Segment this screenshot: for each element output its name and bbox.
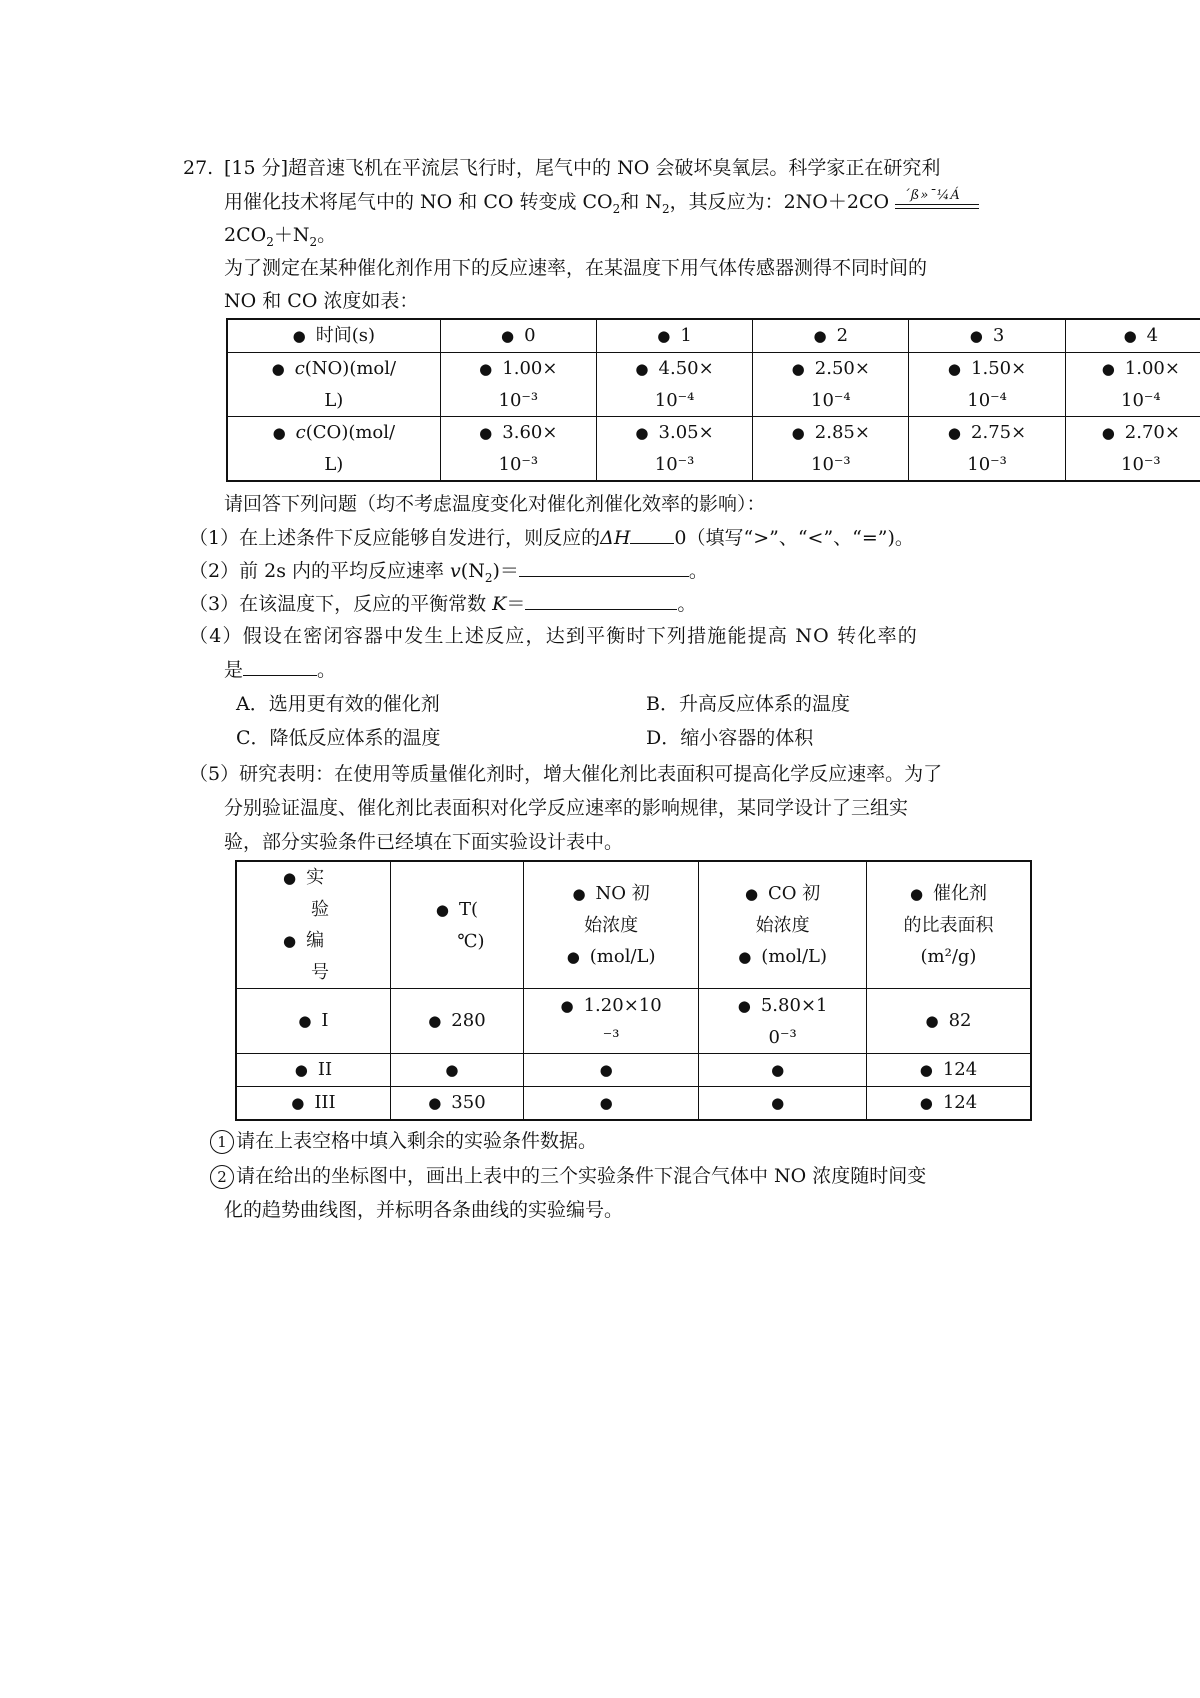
table-row — [236, 861, 1031, 989]
co-label-cell: ● c(CO)(mol/ L) — [227, 417, 440, 482]
no-label-cell: ● c(NO)(mol/ L) — [227, 353, 440, 417]
blank-cell[interactable] — [390, 1054, 523, 1087]
option-c[interactable]: C．降低反应体系的温度 — [236, 727, 441, 749]
question-5-line-3: 验，部分实验条件已经填在下面实验设计表中。 — [224, 831, 624, 853]
option-d[interactable]: D．缩小容器的体积 — [646, 727, 814, 749]
option-b[interactable]: B．升高反应体系的温度 — [646, 693, 850, 715]
blank-cell[interactable] — [699, 1087, 867, 1121]
blank-cell[interactable] — [523, 1054, 698, 1087]
question-3: （3）在该温度下，反应的平衡常数 K＝ 。 — [189, 587, 696, 621]
answer-prompt: 请回答下列问题（均不考虑温度变化对催化剂催化效率的影响）： — [224, 493, 766, 515]
co-concentration-header: ● CO 初 始浓度 ● (mol/L) — [699, 861, 867, 989]
reaction-condition-text: ´ß»¯¼Á — [903, 188, 961, 203]
answer-blank-1[interactable] — [630, 521, 674, 544]
sub-question-2-continued: 化的趋势曲线图，并标明各条曲线的实验编号。 — [224, 1199, 624, 1221]
question-line-1: [15 分]超音速飞机在平流层飞行时，尾气中的 NO 会破坏臭氧层。科学家正在研究利 — [224, 157, 941, 179]
question-5-line-1: （5）研究表明：在使用等质量催化剂时，增大催化剂比表面积可提高化学反应速率。为了 — [189, 763, 943, 785]
reaction-condition-arrow — [895, 188, 979, 213]
question-line-3: $2CO_2+N_2$。 — [224, 224, 337, 249]
answer-blank-3[interactable] — [525, 587, 677, 610]
sub-question-2: 2 请在给出的坐标图中，画出上表中的三个实验条件下混合气体中 NO 浓度随时间变 — [210, 1160, 926, 1193]
circled-number-2: 2 — [210, 1165, 234, 1189]
question-1: （1）在上述条件下反应能够自发进行，则反应的ΔH 0（填写“>”、“<”、“=”)。 — [189, 521, 914, 555]
question-5-line-2: 分别验证温度、催化剂比表面积对化学反应速率的影响规律，某同学设计了三组实 — [224, 797, 909, 819]
surface-area-header: ● 催化剂 的比表面积 (m²/g) — [867, 861, 1032, 989]
line2-part-a: 用催化技术将尾气中的 NO 和 CO 转变成 CO — [224, 191, 613, 213]
table-row: ● c(NO)(mol/ L) ● 1.00× 10⁻³ ● 4.50× 10⁻⁴ ● 2.50× 10⁻⁴ ● 1.50× 10⁻⁴ ● 1.00× 10⁻⁴ — [227, 353, 1200, 417]
question-number: 27. — [183, 157, 214, 179]
question-2: （2）前 2s 内的平均反应速率 $v(N_2)=$ 。 — [189, 554, 708, 588]
blank-cell[interactable] — [523, 1087, 698, 1121]
table-row: ● II ● ● ● ● 124 — [236, 1054, 1031, 1087]
answer-blank-4[interactable] — [243, 653, 317, 676]
circled-number-1: 1 — [210, 1130, 234, 1154]
intro-line-2: NO 和 CO 浓度如表： — [224, 290, 419, 312]
concentration-table — [226, 318, 1200, 482]
experiment-design-table — [235, 860, 1032, 1121]
blank-cell[interactable] — [699, 1054, 867, 1087]
question-line-2: 用催化技术将尾气中的 NO 和 CO 转变成 $CO_2$和 $N_2$，其反应为：2NO＋2CO ´ß»¯¼Á — [224, 186, 979, 219]
experiment-id-header: ● 实 验 ● 编 号 — [236, 861, 390, 989]
option-a[interactable]: A．选用更有效的催化剂 — [236, 693, 440, 715]
table-row: ● 时间(s) ● 0 ● 1 ● 2 ● 3 ● 4 — [227, 319, 1200, 353]
intro-line-1: 为了测定在某种催化剂作用下的反应速率，在某温度下用气体传感器测得不同时间的 — [224, 257, 928, 279]
temperature-header: ● T( ℃) — [390, 861, 523, 989]
time-header: 时间(s) — [315, 325, 376, 346]
table-row: ● c(CO)(mol/ L) ● 3.60× 10⁻³ ● 3.05× 10⁻³ ● 2.85× 10⁻³ ● 2.75× 10⁻³ ● 2.70× 10⁻³ — [227, 417, 1200, 482]
question-4-continued: 是 。 — [224, 653, 336, 687]
table-row: ● I ● 280 ● 1.20×10 ⁻³ ● 5.80×1 0⁻³ ● 82 — [236, 989, 1031, 1054]
no-concentration-header: ● NO 初 始浓度 ● (mol/L) — [523, 861, 698, 989]
table-row: ● III ● 350 ● ● ● 124 — [236, 1087, 1031, 1121]
question-4: （4）假设在密闭容器中发生上述反应，达到平衡时下列措施能提高 NO 转化率的 — [189, 625, 918, 647]
sub-question-1: 1 请在上表空格中填入剩余的实验条件数据。 — [210, 1125, 597, 1158]
answer-blank-2[interactable] — [519, 554, 689, 577]
